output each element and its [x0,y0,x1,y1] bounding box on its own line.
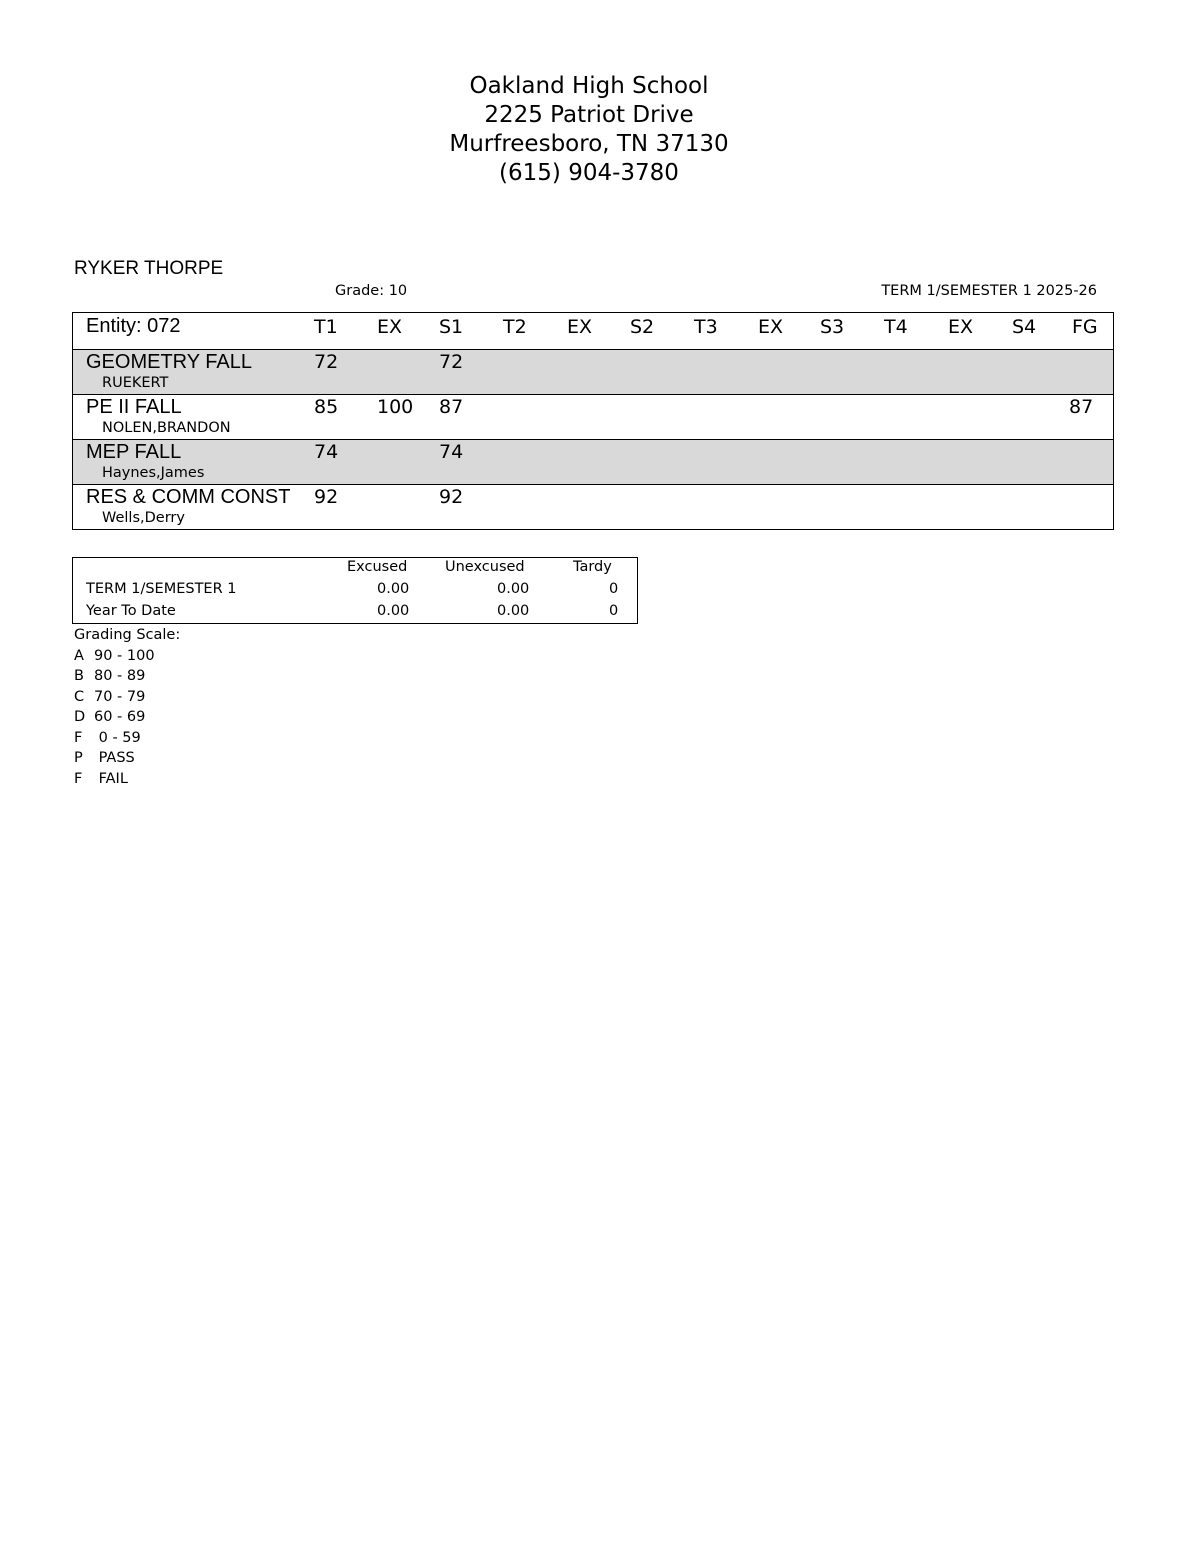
col-header-ex1: EX [377,316,403,338]
grade-t1: 74 [314,441,339,463]
school-header [0,72,1178,188]
grades-table [72,312,1114,530]
course-name: MEP FALL [86,441,182,463]
course-row-mep [73,440,1113,485]
col-header-t3: T3 [694,316,718,338]
grade-ex: 100 [377,396,414,418]
scale-range: PASS [94,750,135,766]
scale-item [74,748,180,769]
teacher-name: NOLEN,BRANDON [102,420,231,436]
att-tardy-value: 0 [609,603,619,619]
course-row-res-comm [73,485,1113,529]
att-unexcused-value: 0.00 [497,603,530,619]
course-name: RES & COMM CONST [86,486,291,508]
student-name: RYKER THORPE [74,258,224,279]
grade-t1: 72 [314,351,339,373]
att-header-unexcused: Unexcused [445,559,525,575]
teacher-name: Wells,Derry [102,510,185,526]
att-excused-value: 0.00 [377,603,410,619]
scale-letter: D [74,709,86,725]
att-row-label: Year To Date [86,603,176,619]
col-header-ex2: EX [567,316,593,338]
scale-letter: P [74,750,83,766]
school-name: Oakland High School [469,73,709,99]
scale-range: 80 - 89 [94,668,146,684]
entity-label: Entity: 072 [86,315,181,337]
grade-s1: 74 [439,441,464,463]
scale-letter: A [74,647,84,664]
scale-letter: F [74,770,83,787]
grade-t1: 92 [314,486,339,508]
grading-scale [74,625,180,789]
scale-item [74,666,180,687]
scale-letter: C [74,688,85,705]
teacher-name: RUEKERT [102,375,169,391]
grading-scale-title: Grading Scale: [74,627,181,643]
col-header-ex4: EX [948,316,974,338]
grades-header-row [73,313,1113,350]
col-header-fg: FG [1072,316,1098,338]
col-header-t1: T1 [314,316,338,338]
scale-range: 70 - 79 [94,688,146,705]
scale-range: 0 - 59 [94,729,141,746]
school-street: 2225 Patriot Drive [484,102,694,128]
att-header-tardy: Tardy [573,559,612,575]
scale-item [74,769,180,790]
col-header-t2: T2 [503,316,527,338]
school-city: Murfreesboro, TN 37130 [449,131,729,157]
scale-item [74,687,180,708]
att-header-excused: Excused [347,559,408,575]
col-header-ex3: EX [758,316,784,338]
scale-item [74,707,180,728]
col-header-s2: S2 [630,316,655,338]
col-header-t4: T4 [884,316,908,338]
grade-s1: 87 [439,396,464,418]
grade-t1: 85 [314,396,339,418]
scale-letter: F [74,729,83,746]
scale-letter: B [74,668,84,684]
col-header-s1: S1 [439,316,464,338]
term-label: TERM 1/SEMESTER 1 2025-26 [881,283,1097,299]
scale-range: FAIL [94,770,128,787]
grade-s1: 72 [439,351,464,373]
att-row-label: TERM 1/SEMESTER 1 [86,581,237,597]
col-header-s4: S4 [1012,316,1037,338]
att-tardy-value: 0 [609,581,619,597]
course-row-pe [73,395,1113,440]
grade-fg: 87 [1069,396,1094,418]
school-phone: (615) 904-3780 [499,160,679,186]
grade-s1: 92 [439,486,464,508]
col-header-s3: S3 [820,316,845,338]
course-row-geometry [73,350,1113,395]
scale-item [74,728,180,749]
att-unexcused-value: 0.00 [497,581,530,597]
teacher-name: Haynes,James [102,465,205,481]
course-name: GEOMETRY FALL [86,351,252,373]
student-grade: Grade: 10 [335,283,408,299]
attendance-table [72,557,638,624]
scale-range: 90 - 100 [94,647,155,664]
att-excused-value: 0.00 [377,581,410,597]
scale-range: 60 - 69 [94,709,146,725]
scale-item [74,646,180,667]
course-name: PE II FALL [86,396,182,418]
